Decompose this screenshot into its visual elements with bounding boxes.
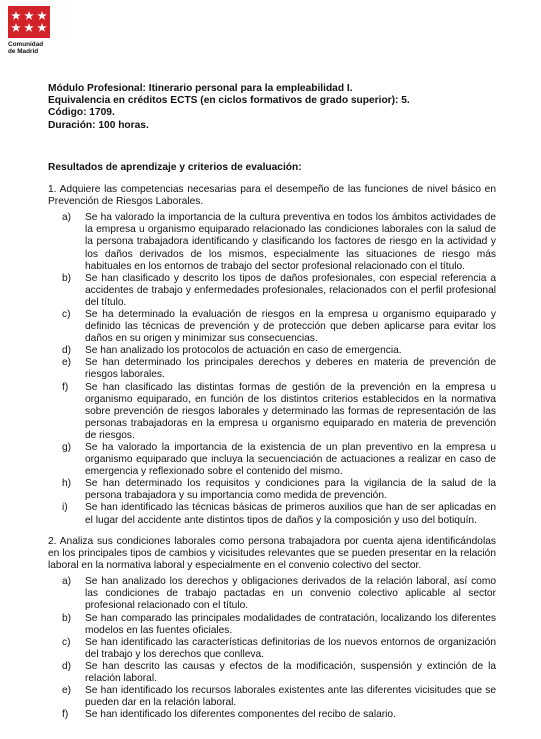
logo-text-line2: de Madrid [8, 48, 39, 55]
criteria-list-2 [48, 576, 496, 721]
criterion-marker: f) [62, 381, 69, 393]
criterion-text: Se han determinado los requisitos y condiciones para la vigilancia de la salud de la persona trabajadora y su importancia como medida de prevención. [85, 478, 496, 502]
module-code: Código: 1709. [48, 107, 115, 119]
criterion-text: Se han comparado las principales modalidades de contratación, localizando los diferentes modelos en las fuentes oficiales. [85, 612, 496, 636]
logo-text-line1: Comunidad [8, 41, 44, 48]
logo-flag-icon [8, 6, 50, 38]
module-title: Módulo Profesional: Itinerario personal para la empleabilidad I. [48, 83, 353, 94]
criterion-item [48, 637, 496, 661]
criteria-list-1 [48, 212, 496, 526]
criterion-item [48, 478, 496, 502]
criterion-item [48, 442, 496, 478]
criterion-item [48, 309, 496, 345]
criterion-item [48, 273, 496, 309]
criterion-text: Se han clasificado las distintas formas de gestión de la prevención en la empresa u organismo equiparado, en función de los distintos criterios establecidos en la normativa sobre prevención de riesgos laborales y determinado las formas de representación de las personas trabajadoras en la empresa u organismo equiparado en materia de prevención de riesgos. [85, 381, 496, 441]
comunidad-de-madrid-logo [8, 6, 70, 55]
criterion-item [48, 382, 496, 442]
criterion-item [48, 576, 496, 612]
criterion-item [48, 709, 496, 721]
criterion-item [48, 661, 496, 685]
criterion-marker: a) [62, 212, 72, 224]
criterion-text: Se han identificado los recursos laborales existentes ante las diferentes vicisitudes que se pueden dar en la relación laboral. [85, 685, 496, 709]
criterion-marker: h) [62, 478, 72, 490]
criterion-text: Se han clasificado y descrito los tipos de daños profesionales, con especial referencia a accidentes de trabajo y enfermedades profesionales, relacionados con el perfil profesional del título. [85, 272, 496, 308]
document-body [48, 83, 496, 721]
criterion-text: Se ha determinado la evaluación de riesgos en la empresa u organismo equiparado y definido las técnicas de prevención y de protección que deben aplicarse para evitar los daños en su origen y minimizar sus consecuencias. [85, 308, 496, 345]
criterion-text: Se han identificado los diferentes componentes del recibo de salario. [85, 709, 396, 721]
criterion-text: Se ha valorado la importancia de la existencia de un plan preventivo en la empresa u organismo equiparado que incluya la secuenciación de actuaciones a realizar en caso de emergencia y reflexionado sobre el contenido del mismo. [85, 442, 496, 478]
criterion-marker: e) [62, 357, 72, 369]
criterion-text: Se han analizado los protocolos de actuación en caso de emergencia. [85, 345, 402, 357]
criterion-item [48, 502, 496, 526]
criterion-marker: g) [62, 442, 72, 453]
learning-outcome-1: 1. Adquiere las competencias necesarias para el desempeño de las funciones de nivel básico en Prevención de Riesgos Laborales. [48, 183, 496, 208]
criterion-item [48, 212, 496, 272]
criterion-item [48, 685, 496, 709]
criterion-marker: b) [62, 612, 72, 624]
criterion-item [48, 345, 496, 357]
module-duration: Duración: 100 horas. [48, 119, 149, 131]
criterion-text: Se han identificado las características definitorias de los nuevos entornos de organización del trabajo y los derechos que conlleva. [85, 636, 496, 660]
criterion-marker: c) [62, 636, 71, 648]
criterion-text: Se han descrito las causas y efectos de la modificación, suspensión y extinción de la relación laboral. [85, 660, 496, 685]
criterion-text: Se han analizado los derechos y obligaciones derivados de la relación laboral, así como las condiciones de trabajo pactadas en un convenio colectivo aplicable al sector profesional relacionado con el título. [85, 576, 496, 612]
criterion-item [48, 613, 496, 637]
criterion-marker: c) [62, 308, 71, 320]
criterion-text: Se ha valorado la importancia de la cultura preventiva en todos los ámbitos actividades de la empresa u organismo equiparado relacionado las condiciones laborales con la salud de la persona trabajadora identificando y clasificando los factores de riesgo en la actividad y los daños derivados de los mismos, especialmente las situaciones de riesgo más habituales en los entornos de trabajo del sector profesional relacionado con el título. [85, 212, 496, 272]
criterion-marker: e) [62, 685, 72, 697]
criterion-item [48, 357, 496, 381]
criterion-text: Se han identificado las técnicas básicas de primeros auxilios que han de ser aplicadas en el lugar del accidente ante distintos tipos de daños y la composición y uso del botiquín. [85, 502, 496, 526]
criterion-marker: a) [62, 576, 72, 588]
learning-outcome-2: 2. Analiza sus condiciones laborales como persona trabajadora por cuenta ajena identificándolas en los principales tipos de cambios y vicisitudes relevantes que se pueden presentar en la relación laboral en la normativa laboral y especialmente en el convenio colectivo del sector. [48, 535, 496, 572]
criterion-marker: d) [62, 345, 72, 357]
section-title: Resultados de aprendizaje y criterios de evaluación: [48, 161, 302, 173]
criterion-marker: d) [62, 660, 72, 672]
criterion-marker: i) [62, 502, 68, 514]
module-info [48, 83, 496, 132]
criterion-marker: f) [62, 709, 69, 721]
module-ects: Equivalencia en créditos ECTS (en ciclos formativos de grado superior): 5. [48, 95, 410, 107]
criterion-marker: b) [62, 272, 72, 284]
criterion-text: Se han determinado los principales derechos y deberes en materia de prevención de riesgos laborales. [85, 357, 496, 381]
